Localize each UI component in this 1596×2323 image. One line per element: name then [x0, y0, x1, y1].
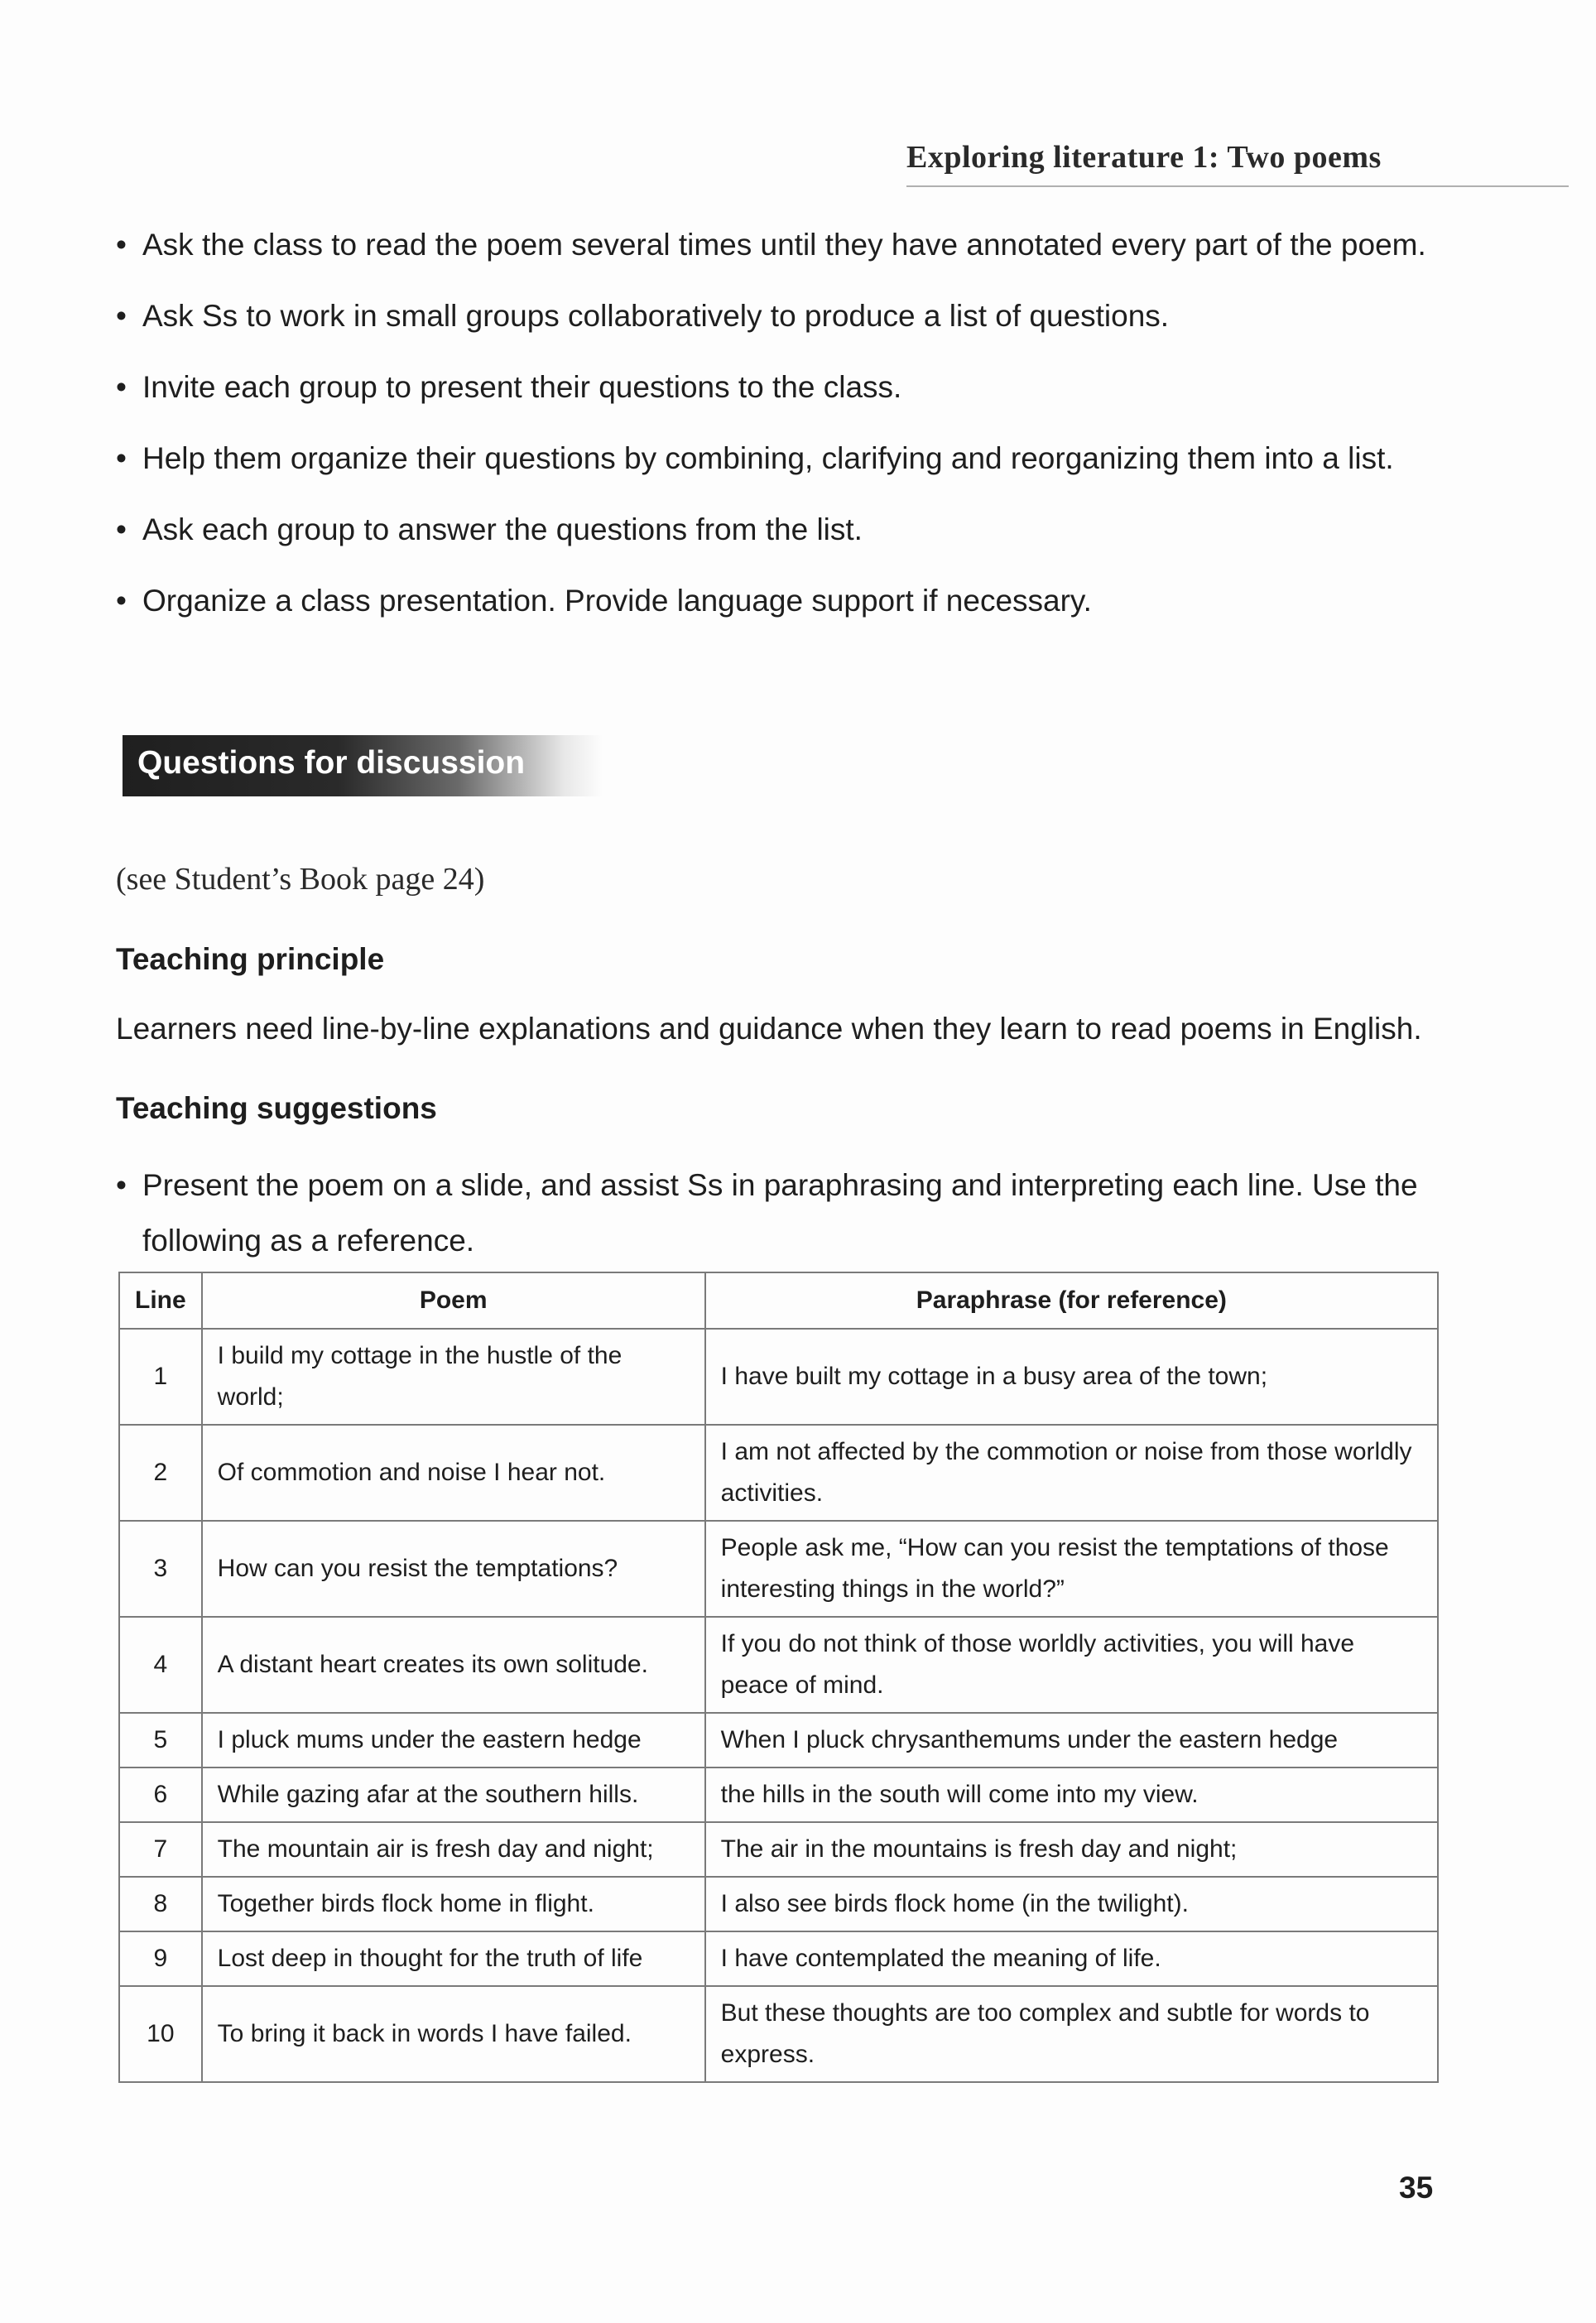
- poem-line: Lost deep in thought for the truth of life: [202, 1931, 705, 1986]
- poem-line: I build my cottage in the hustle of the world;: [202, 1329, 705, 1425]
- paraphrase: The air in the mountains is fresh day and night;: [705, 1822, 1438, 1877]
- poem-line: How can you resist the temptations?: [202, 1521, 705, 1617]
- line-number: 10: [119, 1986, 202, 2082]
- section-title: Questions for discussion: [137, 745, 526, 781]
- activity-step: [116, 296, 1473, 336]
- running-head: Exploring literature 1: Two poems: [906, 140, 1382, 175]
- line-number: 8: [119, 1877, 202, 1931]
- line-number: 5: [119, 1713, 202, 1768]
- activity-step: [116, 581, 1473, 621]
- bullet-icon: •: [116, 441, 127, 475]
- poem-line: While gazing afar at the southern hills.: [202, 1768, 705, 1822]
- teaching-suggestion-text: Present the poem on a slide, and assist Ss in paraphrasing and interpreting each line. Use the following as a reference.: [142, 1168, 1418, 1258]
- activity-step: [116, 368, 1473, 407]
- activity-step-text: Invite each group to present their questions to the class.: [142, 370, 902, 404]
- line-number: 1: [119, 1329, 202, 1425]
- section-banner: [123, 735, 603, 796]
- poem-line: The mountain air is fresh day and night;: [202, 1822, 705, 1877]
- bullet-icon: •: [116, 370, 127, 404]
- bullet-icon: •: [116, 299, 127, 333]
- table-header-row: [119, 1272, 1438, 1329]
- table-row: [119, 1425, 1438, 1521]
- table-row: [119, 1329, 1438, 1425]
- table-row: [119, 1877, 1438, 1931]
- paraphrase: But these thoughts are too complex and subtle for words to express.: [705, 1986, 1438, 2082]
- activity-step-text: Ask Ss to work in small groups collaboratively to produce a list of questions.: [142, 299, 1170, 333]
- line-number: 6: [119, 1768, 202, 1822]
- activity-step: [116, 510, 1473, 550]
- activity-step-text: Ask each group to answer the questions from the list.: [142, 512, 863, 546]
- bullet-icon: •: [116, 512, 127, 546]
- paraphrase: If you do not think of those worldly activities, you will have peace of mind.: [705, 1617, 1438, 1713]
- line-number: 9: [119, 1931, 202, 1986]
- table-row: [119, 1521, 1438, 1617]
- poem-line: A distant heart creates its own solitude.: [202, 1617, 705, 1713]
- column-header-paraphrase: Paraphrase (for reference): [705, 1272, 1438, 1329]
- poem-line: Of commotion and noise I hear not.: [202, 1425, 705, 1521]
- teaching-suggestions-heading: Teaching suggestions: [116, 1091, 437, 1125]
- page-number: 35: [1399, 2171, 1434, 2205]
- paraphrase: I have built my cottage in a busy area of the town;: [705, 1329, 1438, 1425]
- running-head-rule: [906, 185, 1569, 187]
- table-row: [119, 1617, 1438, 1713]
- teaching-principle-heading: Teaching principle: [116, 942, 385, 976]
- poem-line: To bring it back in words I have failed.: [202, 1986, 705, 2082]
- bullet-icon: •: [116, 584, 127, 618]
- table-row: [119, 1931, 1438, 1986]
- column-header-poem: Poem: [202, 1272, 705, 1329]
- bullet-icon: •: [116, 1168, 127, 1202]
- poem-line: I pluck mums under the eastern hedge: [202, 1713, 705, 1768]
- line-number: 2: [119, 1425, 202, 1521]
- poem-paraphrase-table: [118, 1272, 1439, 2083]
- paraphrase: I also see birds flock home (in the twilight).: [705, 1877, 1438, 1931]
- paraphrase: People ask me, “How can you resist the temptations of those interesting things in the world?”: [705, 1521, 1438, 1617]
- teaching-suggestion-item: [116, 1157, 1483, 1268]
- table-row: [119, 1713, 1438, 1768]
- paraphrase: When I pluck chrysanthemums under the eastern hedge: [705, 1713, 1438, 1768]
- activity-step: [116, 439, 1473, 479]
- line-number: 4: [119, 1617, 202, 1713]
- poem-line: Together birds flock home in flight.: [202, 1877, 705, 1931]
- book-reference: (see Student’s Book page 24): [116, 862, 485, 897]
- activity-step-text: Organize a class presentation. Provide language support if necessary.: [142, 584, 1092, 618]
- bullet-icon: •: [116, 228, 127, 262]
- table-row: [119, 1768, 1438, 1822]
- activity-step-list: [116, 225, 1473, 652]
- paraphrase: I have contemplated the meaning of life.: [705, 1931, 1438, 1986]
- table-row: [119, 1986, 1438, 2082]
- line-number: 7: [119, 1822, 202, 1877]
- line-number: 3: [119, 1521, 202, 1617]
- table-row: [119, 1822, 1438, 1877]
- teaching-principle-text: Learners need line-by-line explanations and guidance when they learn to read poems in English.: [116, 1012, 1422, 1046]
- activity-step-text: Ask the class to read the poem several times until they have annotated every part of the poem.: [142, 228, 1426, 262]
- paraphrase: the hills in the south will come into my view.: [705, 1768, 1438, 1822]
- column-header-line: Line: [119, 1272, 202, 1329]
- paraphrase: I am not affected by the commotion or noise from those worldly activities.: [705, 1425, 1438, 1521]
- activity-step: [116, 225, 1473, 265]
- activity-step-text: Help them organize their questions by combining, clarifying and reorganizing them into a list.: [142, 441, 1394, 475]
